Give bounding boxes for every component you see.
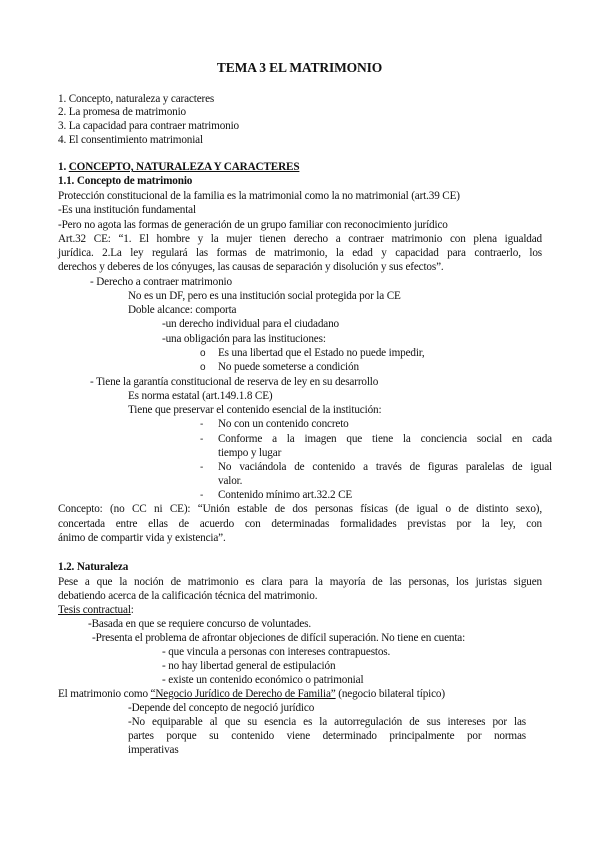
paragraph-art32-line: jurídica. 2.La ley regulará las formas de matrimonio, la edad y capacidad para contraerlo, los: [58, 247, 542, 259]
list-item-continuation: tiempo y lugar: [218, 447, 282, 459]
paragraph: -Pero no agota las formas de generación de un grupo familiar con reconocimiento jurídico: [58, 219, 448, 231]
paragraph-concepto-line: ánimo de compartir vida y existencia”.: [58, 532, 226, 544]
list-item: - que vincula a personas con intereses contrapuestos.: [162, 646, 391, 658]
list-item: Contenido mínimo art.32.2 CE: [218, 489, 353, 501]
negocio-suffix: (negocio bilateral típico): [335, 688, 445, 700]
paragraph-concepto-line: concertada entre ellas de acuerdo con determinadas formalidades previstas por la ley, con: [58, 518, 542, 530]
list-item: -No equiparable al que su esencia es la autorregulación de sus intereses por las: [128, 716, 526, 728]
paragraph: -Es una institución fundamental: [58, 204, 196, 216]
toc-item-3: 3. La capacidad para contraer matrimonio: [58, 120, 239, 132]
list-item: Es norma estatal (art.149.1.8 CE): [128, 390, 273, 402]
list-item-continuation: valor.: [218, 475, 243, 487]
list-item: -un derecho individual para el ciudadano: [162, 318, 339, 330]
list-item: Tiene que preservar el contenido esencial de la institución:: [128, 404, 382, 416]
tesis-label: Tesis contractual: [58, 604, 131, 616]
subsection-heading-concepto: 1.1. Concepto de matrimonio: [58, 175, 193, 187]
list-item: No con un contenido concreto: [218, 418, 349, 430]
dash-bullet: -: [200, 419, 204, 430]
paragraph-art32-line: Art.32 CE: “1. El hombre y la mujer tienen derecho a contraer matrimonio con plena igualdad: [58, 233, 542, 245]
circle-bullet: o: [200, 362, 206, 373]
list-item: -Depende del concepto de negoció jurídico: [128, 702, 315, 714]
list-item: No puede someterse a condición: [218, 361, 359, 373]
section-heading: [58, 161, 299, 174]
document-title: TEMA 3 EL MATRIMONIO: [216, 60, 383, 75]
list-item-continuation: partes porque su contenido viene determinado principalmente por normas: [128, 730, 526, 742]
paragraph: Protección constitucional de la familia es la matrimonial como la no matrimonial (art.39 CE): [58, 190, 460, 202]
list-item: Conforme a la imagen que tiene la conciencia social en cada: [218, 433, 552, 445]
paragraph: Pese a que la noción de matrimonio es clara para la mayoría de las personas, los juristas siguen: [58, 576, 542, 588]
list-item: - existe un contenido económico o patrimonial: [162, 674, 364, 686]
subsection-heading-naturaleza: 1.2. Naturaleza: [58, 561, 129, 573]
list-item: No es un DF, pero es una institución social protegida por la CE: [128, 290, 401, 302]
section-heading-text: CONCEPTO, NATURALEZA Y CARACTERES: [68, 161, 300, 173]
list-item: -Basada en que se requiere concurso de voluntades.: [88, 618, 311, 630]
list-item: -Presenta el problema de afrontar objeciones de difícil superación. No tiene en cuenta:: [92, 632, 466, 644]
paragraph-art32-line: derechos y deberes de los cónyuges, las causas de separación y disolución y sus efectos”.: [58, 261, 444, 273]
list-item: - Derecho a contraer matrimonio: [90, 276, 232, 288]
list-item: No vaciándola de contenido a través de figuras paralelas de igual: [218, 461, 552, 473]
toc-item-1: 1. Concepto, naturaleza y caracteres: [58, 93, 215, 105]
dash-bullet: -: [200, 462, 204, 473]
list-item: Doble alcance: comporta: [128, 304, 237, 316]
paragraph: debatiendo acerca de la calificación técnica del matrimonio.: [58, 590, 318, 602]
list-item-continuation: imperativas: [128, 744, 179, 756]
negocio-underlined: “Negocio Jurídico de Derecho de Familia”: [150, 688, 336, 700]
toc-item-4: 4. El consentimiento matrimonial: [58, 134, 203, 146]
dash-bullet: -: [200, 434, 204, 445]
section-number: 1.: [58, 161, 69, 173]
tesis-colon: :: [130, 604, 134, 616]
paragraph-concepto-line: Concepto: (no CC ni CE): “Unión estable de dos personas físicas (de igual o de distinto sexo),: [58, 503, 542, 515]
list-item: Es una libertad que el Estado no puede impedir,: [218, 347, 425, 359]
negocio-heading: [58, 688, 445, 701]
dash-bullet: -: [200, 490, 204, 501]
tesis-heading: [58, 604, 134, 617]
list-item: - no hay libertad general de estipulación: [162, 660, 336, 672]
list-item: -una obligación para las instituciones:: [162, 333, 326, 345]
list-item: - Tiene la garantía constitucional de reserva de ley en su desarrollo: [90, 376, 379, 388]
circle-bullet: o: [200, 348, 206, 359]
toc-item-2: 2. La promesa de matrimonio: [58, 106, 186, 118]
negocio-prefix: El matrimonio como: [58, 688, 151, 700]
